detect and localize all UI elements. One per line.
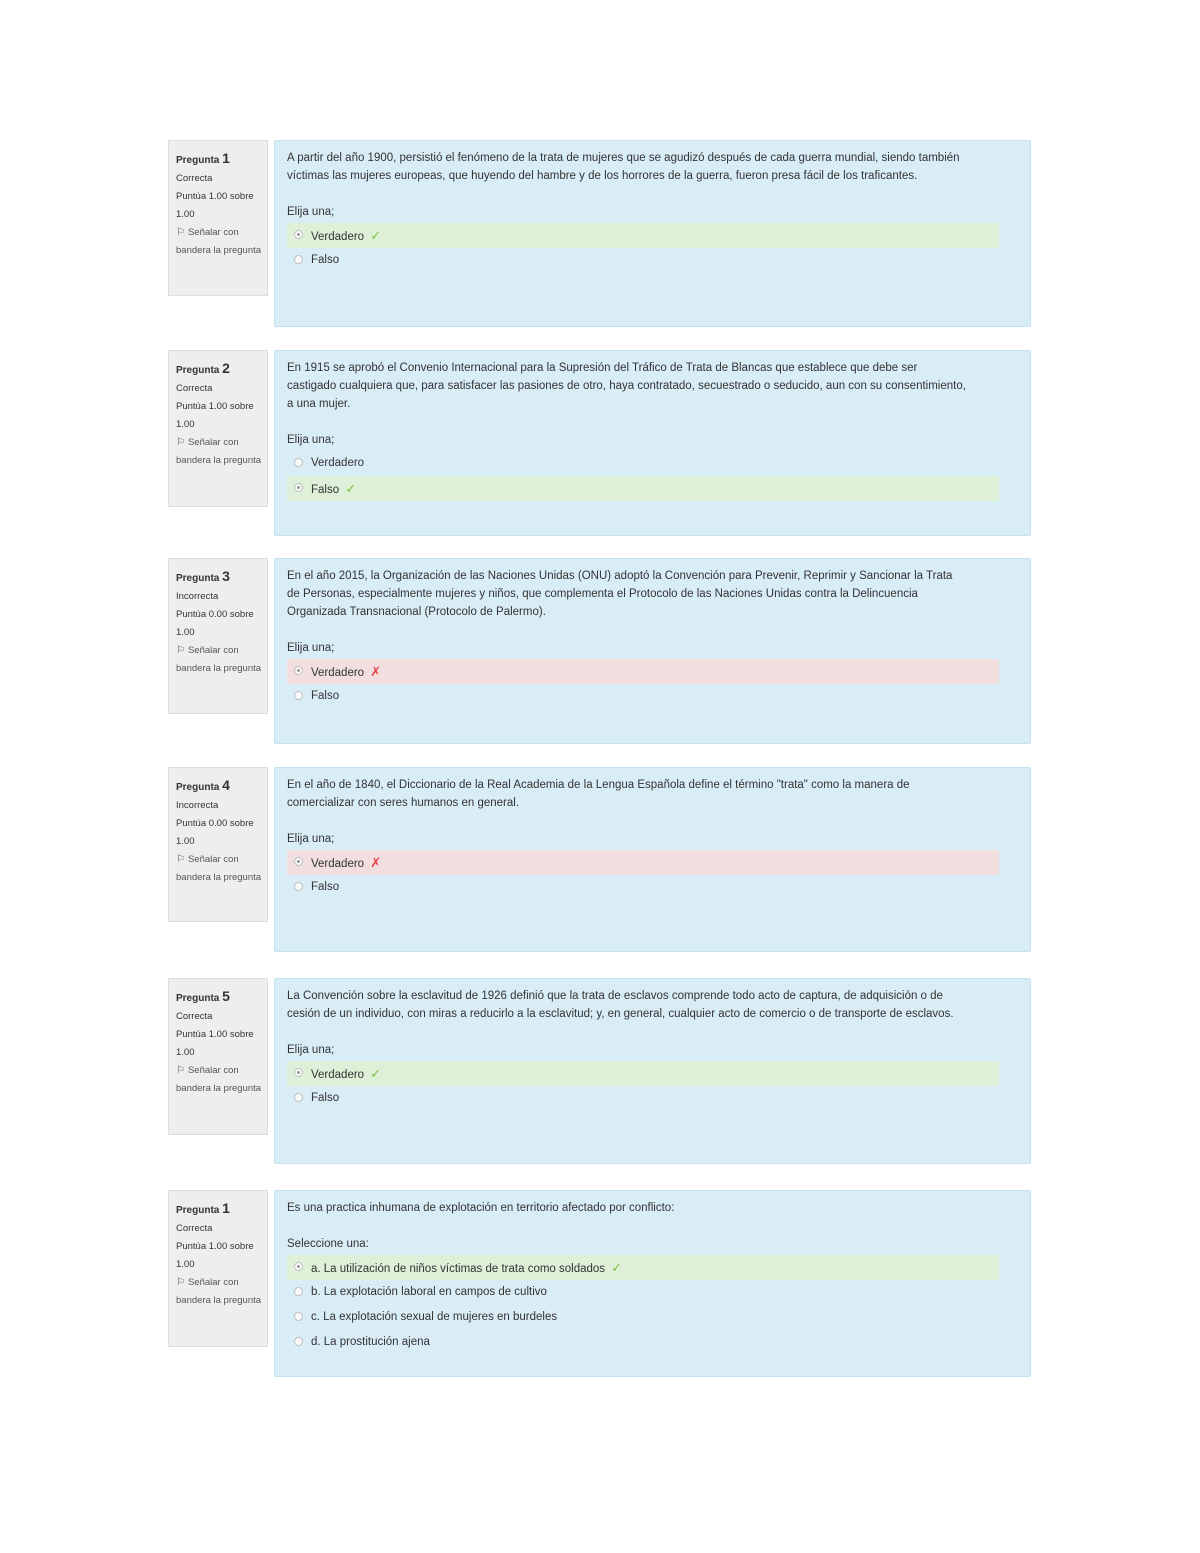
flag-question-label: Señalar con bandera la pregunta (176, 1277, 262, 1306)
answer-option[interactable] (287, 850, 999, 875)
question-info (168, 1190, 268, 1347)
answer-option[interactable] (287, 223, 999, 248)
flag-question-link[interactable] (176, 1274, 267, 1310)
answer-prompt: Elija una; (287, 1044, 335, 1056)
answer-prompt: Elija una; (287, 434, 335, 446)
check-icon: ✓ (370, 1066, 382, 1081)
answer-label: Falso (311, 1092, 340, 1104)
radio-button[interactable] (294, 882, 303, 891)
flag-icon: ⚐ (176, 854, 185, 865)
flag-question-label: Señalar con bandera la pregunta (176, 437, 262, 466)
answer-prompt: Elija una; (287, 206, 335, 218)
answer-option[interactable] (287, 1305, 999, 1330)
radio-button[interactable] (294, 1287, 303, 1296)
question-info (168, 767, 268, 922)
question-number-value: 1 (222, 1200, 230, 1216)
flag-question-label: Señalar con bandera la pregunta (176, 227, 262, 256)
question-text: En 1915 se aprobó el Convenio Internacional para la Supresión del Tráfico de Trata de Blancas que establece que debe ser castigado cualquiera que, para satisfacer las pasiones de otro, haya contratado, secuestrado o seducido, aun con su consentimiento, a una mujer. (287, 362, 966, 410)
radio-button[interactable] (294, 1068, 303, 1077)
flag-question-link[interactable] (176, 1062, 267, 1098)
question-info (168, 978, 268, 1135)
question-text: La Convención sobre la esclavitud de 1926 definió que la trata de esclavos comprende todo acto de captura, de adquisición o de cesión de un individuo, con miras a reducirlo a la esclavitud; y, en general, cualquier acto de comercio o de transporte de esclavos. (287, 990, 954, 1020)
question-grade: Puntúa 1.00 sobre 1.00 (176, 1029, 254, 1058)
answer-label: c. La explotación sexual de mujeres en burdeles (311, 1311, 558, 1323)
radio-button[interactable] (294, 666, 303, 675)
question-state: Correcta (176, 383, 213, 394)
question-text: A partir del año 1900, persistió el fenómeno de la trata de mujeres que se agudizó después de cada guerra mundial, siendo también víctimas las mujeres europeas, que huyendo del hambre y de los horrores de la guerra, fueron presa fácil de los traficantes. (287, 152, 960, 182)
question-state: Incorrecta (176, 591, 219, 602)
question-number-value: 4 (222, 777, 230, 793)
radio-button[interactable] (294, 483, 303, 492)
question-content (274, 767, 1031, 952)
flag-icon: ⚐ (176, 645, 185, 656)
question-number (176, 149, 267, 170)
check-icon: ✓ (370, 228, 382, 243)
question-grade: Puntúa 0.00 sobre 1.00 (176, 818, 254, 847)
answer-prompt: Seleccione una: (287, 1238, 369, 1250)
flag-question-link[interactable] (176, 851, 267, 887)
answer-option[interactable] (287, 248, 999, 273)
radio-button[interactable] (294, 691, 303, 700)
answer-list (287, 659, 999, 709)
answer-prompt: Elija una; (287, 833, 335, 845)
question-label: Pregunta (176, 155, 220, 166)
radio-button[interactable] (294, 255, 303, 264)
question-content (274, 350, 1031, 536)
answer-option[interactable] (287, 1330, 999, 1355)
answer-label: Verdadero (311, 1069, 365, 1081)
question-label: Pregunta (176, 573, 220, 584)
flag-icon: ⚐ (176, 1065, 185, 1076)
question-number-value: 3 (222, 568, 230, 584)
flag-question-link[interactable] (176, 434, 267, 470)
answer-label: Falso (311, 881, 340, 893)
radio-button[interactable] (294, 1337, 303, 1346)
answer-label: a. La utilización de niños víctimas de trata como soldados (311, 1263, 606, 1275)
answer-option[interactable] (287, 659, 999, 684)
flag-question-link[interactable] (176, 642, 267, 678)
answer-label: d. La prostitución ajena (311, 1336, 430, 1348)
radio-button[interactable] (294, 857, 303, 866)
question-info (168, 558, 268, 714)
radio-button[interactable] (294, 1093, 303, 1102)
question-grade: Puntúa 1.00 sobre 1.00 (176, 401, 254, 430)
answer-label: Falso (311, 484, 340, 496)
question-label: Pregunta (176, 782, 220, 793)
radio-button[interactable] (294, 1312, 303, 1321)
flag-question-label: Señalar con bandera la pregunta (176, 1065, 262, 1094)
radio-button[interactable] (294, 1262, 303, 1271)
flag-question-label: Señalar con bandera la pregunta (176, 854, 262, 883)
question-label: Pregunta (176, 365, 220, 376)
answer-option[interactable] (287, 1280, 999, 1305)
answer-list (287, 451, 999, 501)
question-state: Correcta (176, 1223, 213, 1234)
check-icon: ✓ (611, 1260, 623, 1275)
question-number-value: 5 (222, 988, 230, 1004)
answer-list (287, 1061, 999, 1111)
question-label: Pregunta (176, 1205, 220, 1216)
flag-question-label: Señalar con bandera la pregunta (176, 645, 262, 674)
flag-question-link[interactable] (176, 224, 267, 260)
answer-label: Verdadero (311, 667, 365, 679)
question-info (168, 350, 268, 507)
question-number (176, 359, 267, 380)
question-text: Es una practica inhumana de explotación en territorio afectado por conflicto: (287, 1202, 675, 1214)
radio-button[interactable] (294, 230, 303, 239)
answer-prompt: Elija una; (287, 642, 335, 654)
answer-option[interactable] (287, 684, 999, 709)
question-number-value: 2 (222, 360, 230, 376)
answer-option[interactable] (287, 1061, 999, 1086)
answer-label: Verdadero (311, 858, 365, 870)
answer-option[interactable] (287, 476, 999, 501)
answer-list (287, 223, 999, 273)
cross-icon: ✗ (370, 664, 382, 679)
question-text: En el año de 1840, el Diccionario de la Real Academia de la Lengua Española define el término "trata" como la manera de comercializar con seres humanos en general. (287, 779, 910, 809)
question-grade: Puntúa 1.00 sobre 1.00 (176, 1241, 254, 1270)
answer-option[interactable] (287, 1255, 999, 1280)
flag-icon: ⚐ (176, 437, 185, 448)
check-icon: ✓ (345, 481, 357, 496)
answer-label: Verdadero (311, 457, 365, 469)
flag-icon: ⚐ (176, 227, 185, 238)
question-number (176, 1199, 267, 1220)
question-number (176, 567, 267, 588)
question-number (176, 987, 267, 1008)
answer-label: Verdadero (311, 231, 365, 243)
question-label: Pregunta (176, 993, 220, 1004)
question-text: En el año 2015, la Organización de las Naciones Unidas (ONU) adoptó la Convención para Prevenir, Reprimir y Sancionar la Trata de Personas, especialmente mujeres y niños, que complementa el Protocolo de las Naciones Unidas contra la Delincuencia Organizada Transnacional (Protocolo de Palermo). (287, 570, 953, 618)
flag-icon: ⚐ (176, 1277, 185, 1288)
question-info (168, 140, 268, 296)
cross-icon: ✗ (370, 855, 382, 870)
radio-button[interactable] (294, 458, 303, 467)
answer-label: Falso (311, 690, 340, 702)
question-state: Correcta (176, 173, 213, 184)
question-state: Incorrecta (176, 800, 219, 811)
answer-list (287, 1255, 999, 1355)
answer-list (287, 850, 999, 900)
question-grade: Puntúa 1.00 sobre 1.00 (176, 191, 254, 220)
question-content (274, 558, 1031, 744)
answer-label: Falso (311, 254, 340, 266)
question-content (274, 978, 1031, 1164)
answer-option[interactable] (287, 875, 999, 900)
question-number (176, 776, 267, 797)
question-content (274, 140, 1031, 327)
answer-option[interactable] (287, 451, 999, 476)
question-content (274, 1190, 1031, 1377)
answer-option[interactable] (287, 1086, 999, 1111)
answer-label: b. La explotación laboral en campos de cultivo (311, 1286, 547, 1298)
question-number-value: 1 (222, 150, 230, 166)
question-state: Correcta (176, 1011, 213, 1022)
question-grade: Puntúa 0.00 sobre 1.00 (176, 609, 254, 638)
